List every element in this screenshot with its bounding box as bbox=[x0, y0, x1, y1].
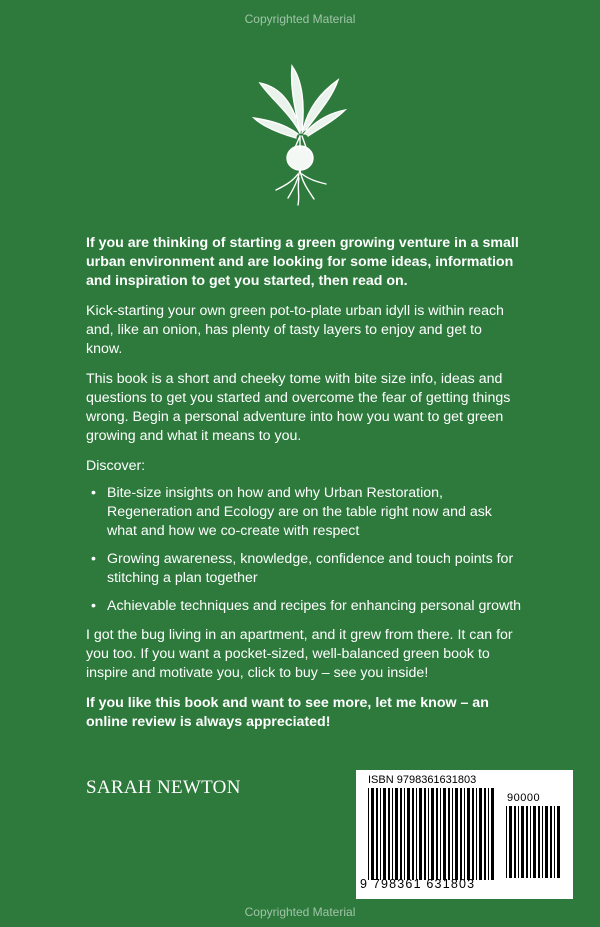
author-name: SARAH NEWTON bbox=[86, 777, 241, 798]
isbn-barcode bbox=[356, 770, 573, 899]
paragraph-3: I got the bug living in an apartment, and it grew from there. It can for you too. If you want a pocket-sized, well-balanced green book to inspire and motivate you, click to buy – see you inside! bbox=[86, 627, 513, 681]
barcode-bars-icon bbox=[368, 788, 496, 880]
discover-label: Discover: bbox=[86, 458, 146, 474]
paragraph-2: This book is a short and cheeky tome with bite size info, ideas and questions to get you started and overcome the fear of getting things wrong. Begin a personal adventure into how you want to get green growing and what it means to you. bbox=[86, 371, 511, 444]
addon-barcode-bars-icon bbox=[506, 806, 564, 878]
copyright-watermark-top: Copyrighted Material bbox=[244, 12, 356, 26]
intro-paragraph: If you are thinking of starting a green growing venture in a small urban environment and are looking for some ideas, information and inspiration to get you started, then read on. bbox=[86, 235, 519, 289]
copyright-watermark-bottom: Copyrighted Material bbox=[244, 905, 356, 919]
back-cover-blurb bbox=[86, 234, 522, 743]
bullet-icon: • bbox=[91, 551, 96, 567]
bullet-icon: • bbox=[91, 598, 96, 614]
bullet-icon: • bbox=[91, 485, 96, 501]
isbn-label: ISBN 9798361631803 bbox=[368, 774, 477, 786]
beetroot-plant-icon bbox=[250, 58, 350, 208]
paragraph-1: Kick-starting your own green pot-to-plate urban idyll is within reach and, like an onion, has plenty of tasty layers to enjoy and get to know. bbox=[86, 303, 504, 357]
discover-list bbox=[86, 484, 522, 616]
isbn-digits: 9 798361 631803 bbox=[360, 877, 476, 891]
list-item: • Growing awareness, knowledge, confidence and touch points for stitching a plan together bbox=[91, 551, 514, 586]
list-item: • Achievable techniques and recipes for enhancing personal growth bbox=[91, 598, 522, 614]
closing-paragraph: If you like this book and want to see more, let me know – an online review is always appreciated! bbox=[86, 695, 489, 730]
list-item: • Bite-size insights on how and why Urban Restoration, Regeneration and Ecology are on the table right now and ask what and how we co-create with respect bbox=[91, 485, 492, 539]
price-code: 90000 bbox=[507, 792, 541, 804]
